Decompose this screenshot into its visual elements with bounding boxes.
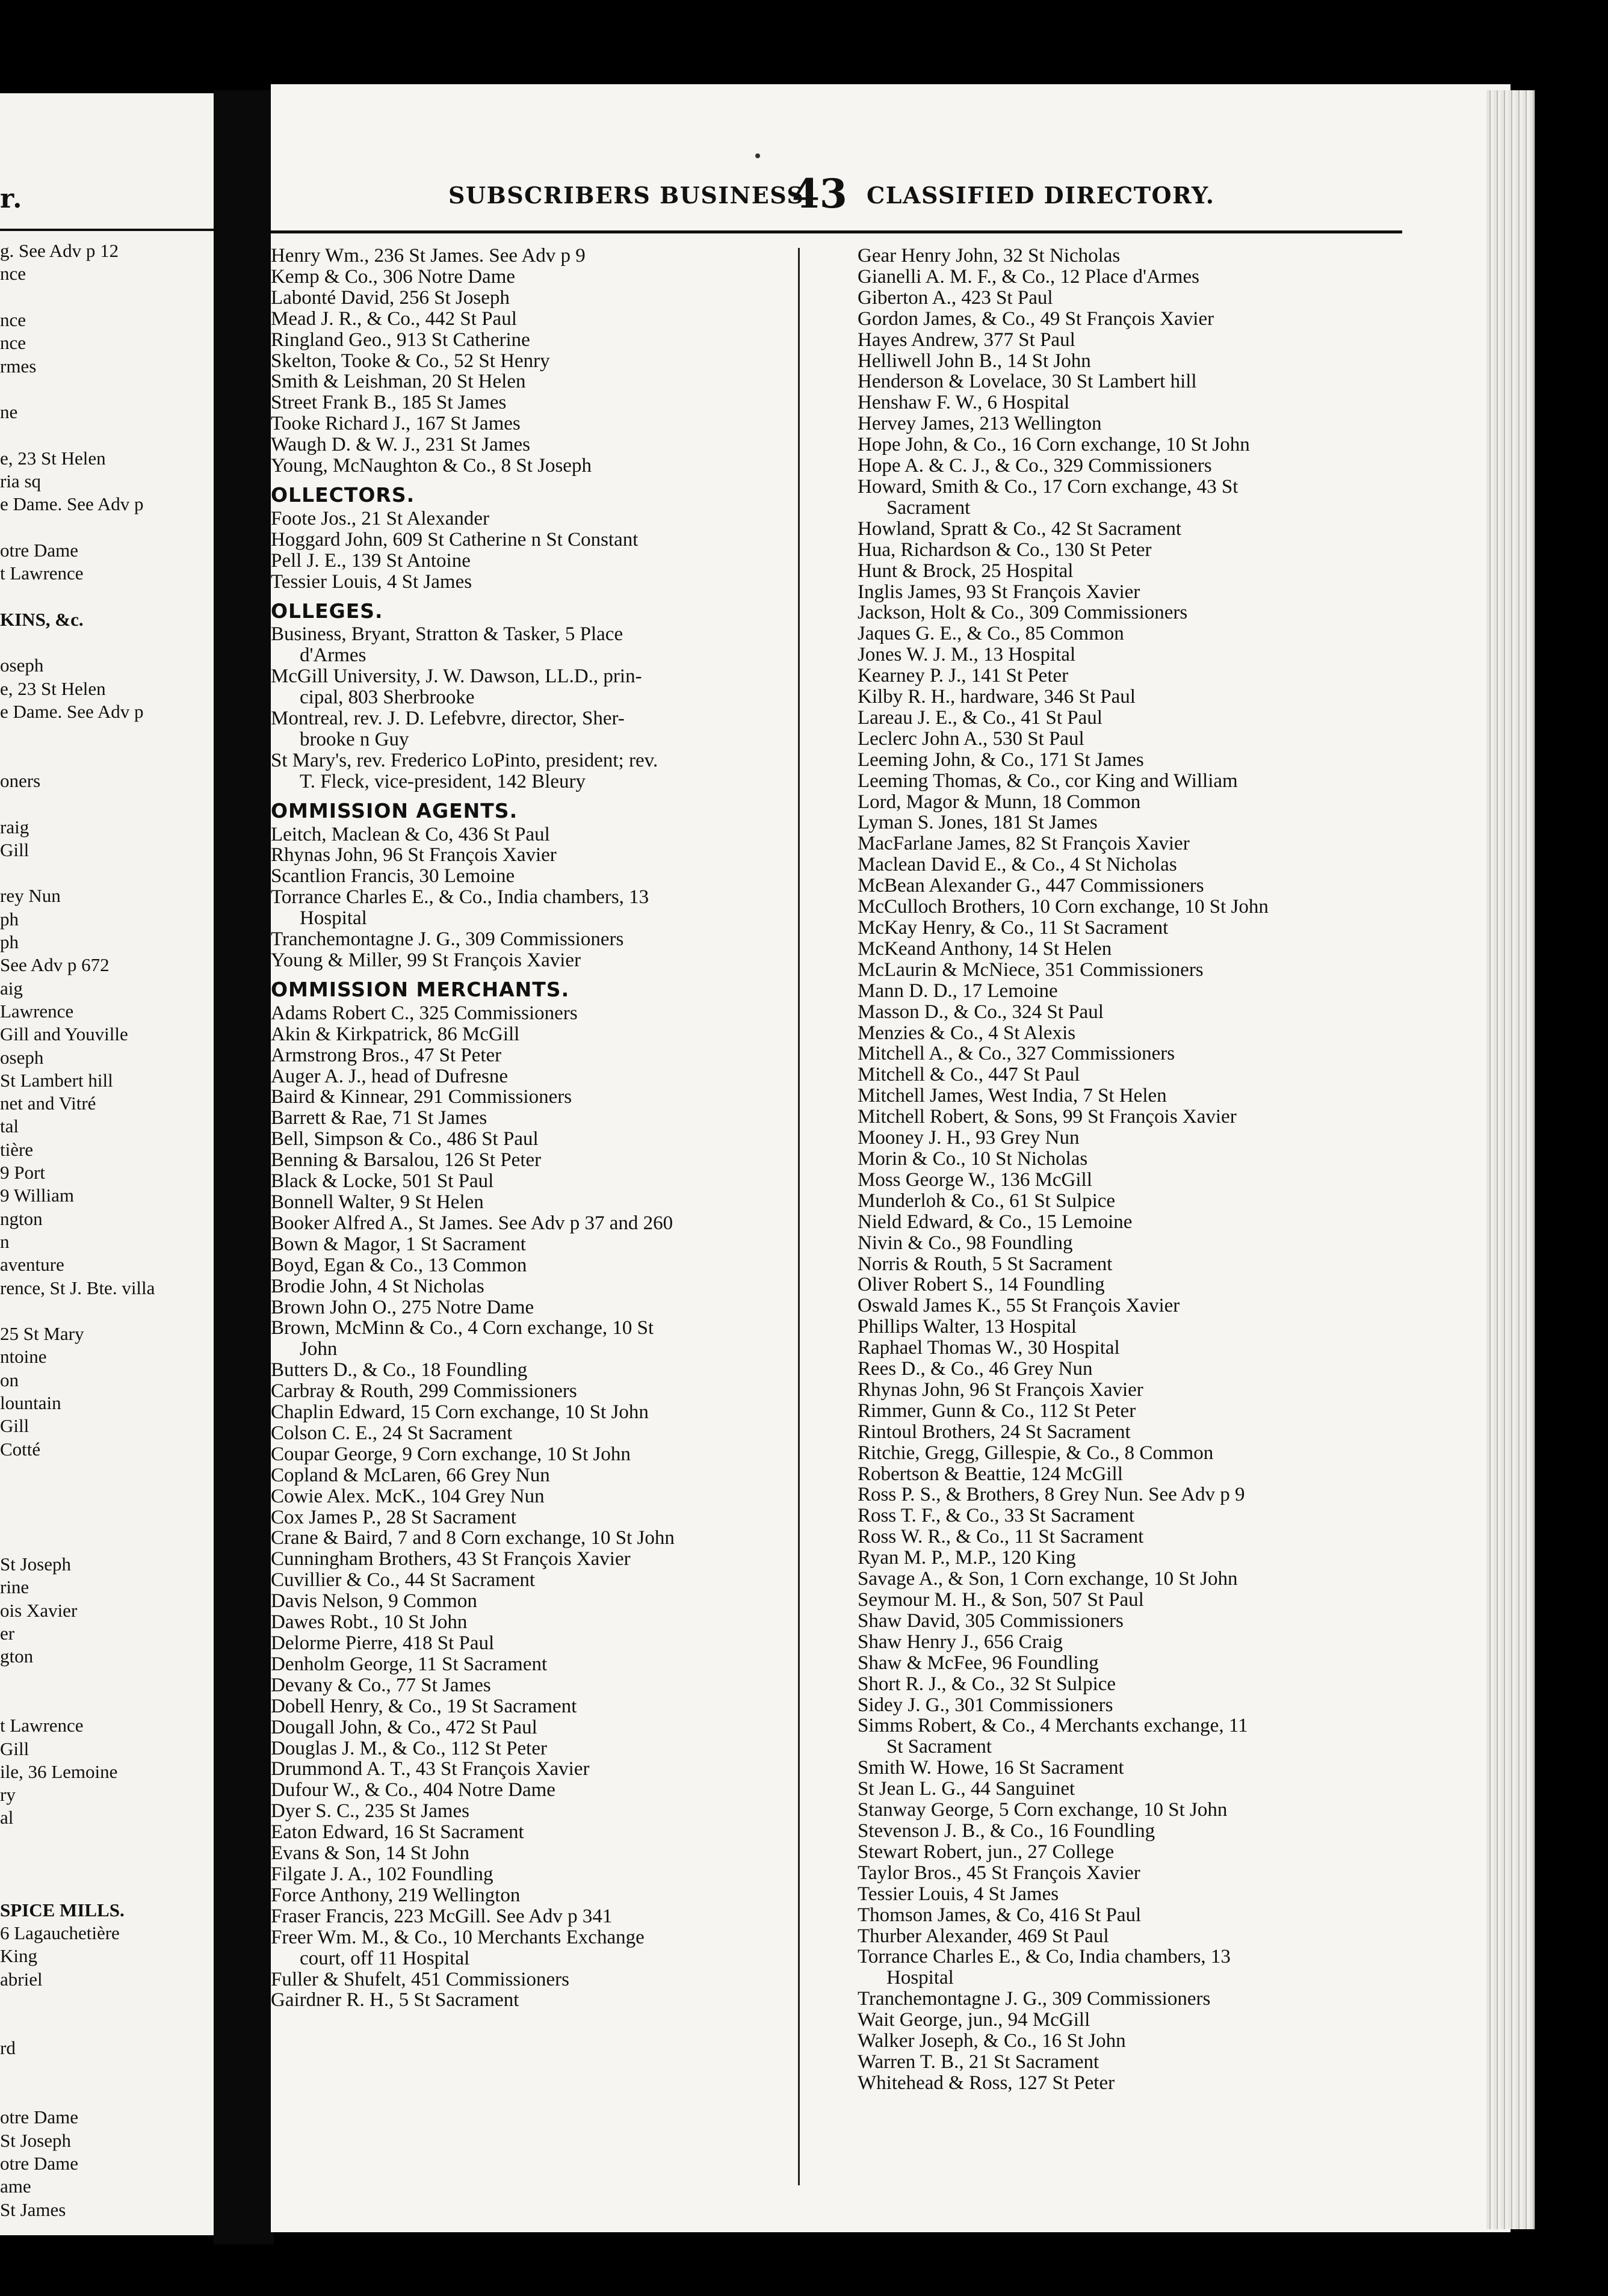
directory-entry: Ross P. S., & Brothers, 8 Grey Nun. See Adv p 9 bbox=[858, 1484, 1245, 1506]
directory-entry: Black & Locke, 501 St Paul bbox=[271, 1170, 494, 1193]
left-page-line: aventure bbox=[0, 1254, 64, 1276]
column-divider bbox=[798, 248, 800, 2185]
directory-entry: Stevenson J. B., & Co., 16 Foundling bbox=[858, 1819, 1155, 1842]
left-page-line: ame bbox=[0, 2176, 31, 2197]
header-rule bbox=[271, 230, 1402, 233]
directory-entry: Shaw David, 305 Commissioners bbox=[858, 1609, 1124, 1632]
directory-entry: Nivin & Co., 98 Foundling bbox=[858, 1232, 1073, 1254]
directory-entry: Dawes Robt., 10 St John bbox=[271, 1611, 468, 1634]
directory-entry: McKeand Anthony, 14 St Helen bbox=[858, 937, 1112, 960]
directory-entry: Tessier Louis, 4 St James bbox=[271, 570, 472, 593]
directory-entry: Dyer S. C., 235 St James bbox=[271, 1800, 469, 1822]
left-page-line: on bbox=[0, 1369, 19, 1390]
directory-entry: Labonté David, 256 St Joseph bbox=[271, 286, 510, 309]
directory-entry: St Mary's, rev. Frederico LoPinto, president; rev. bbox=[271, 749, 658, 771]
left-page-line: Gill bbox=[0, 1738, 29, 1759]
left-page-line: e Dame. See Adv p bbox=[0, 701, 144, 722]
section-heading: OMMISSION AGENTS. bbox=[271, 798, 518, 822]
directory-entry: McLaurin & McNiece, 351 Commissioners bbox=[858, 958, 1204, 981]
directory-entry: Akin & Kirkpatrick, 86 McGill bbox=[271, 1023, 520, 1045]
directory-entry: Street Frank B., 185 St James bbox=[271, 392, 507, 414]
directory-entry: Jaques G. E., & Co., 85 Common bbox=[858, 623, 1124, 645]
directory-entry-continuation: Sacrament bbox=[886, 496, 971, 519]
directory-entry: Whitehead & Ross, 127 St Peter bbox=[858, 2072, 1115, 2094]
left-page-line: rey Nun bbox=[0, 885, 61, 907]
left-page-line: SPICE MILLS. bbox=[0, 1899, 125, 1921]
left-page-line: ph bbox=[0, 908, 19, 930]
directory-entry: Carbray & Routh, 299 Commissioners bbox=[271, 1380, 577, 1403]
directory-entry: Warren T. B., 21 St Sacrament bbox=[858, 2051, 1099, 2073]
directory-entry: Montreal, rev. J. D. Lefebvre, director, Sher- bbox=[271, 708, 625, 730]
directory-entry: Ross T. F., & Co., 33 St Sacrament bbox=[858, 1505, 1134, 1527]
left-page-line: Cotté bbox=[0, 1438, 41, 1460]
directory-entry: Lyman S. Jones, 181 St James bbox=[858, 812, 1098, 834]
left-page-line: t Lawrence bbox=[0, 1715, 84, 1736]
left-page-line: rd bbox=[0, 2037, 16, 2059]
directory-page-43 bbox=[271, 84, 1511, 2232]
directory-entry: Young & Miller, 99 St François Xavier bbox=[271, 949, 581, 971]
directory-entry: Cunningham Brothers, 43 St François Xavier bbox=[271, 1548, 631, 1570]
directory-entry: Devany & Co., 77 St James bbox=[271, 1674, 491, 1696]
directory-entry: Chaplin Edward, 15 Corn exchange, 10 St John bbox=[271, 1401, 649, 1424]
directory-entry: Shaw & McFee, 96 Foundling bbox=[858, 1652, 1099, 1674]
directory-entry-continuation: T. Fleck, vice-president, 142 Bleury bbox=[300, 770, 586, 792]
directory-entry: Auger A. J., head of Dufresne bbox=[271, 1065, 509, 1087]
directory-entry: Torrance Charles E., & Co., India chambers, 13 bbox=[271, 886, 649, 909]
directory-entry: Business, Bryant, Stratton & Tasker, 5 Place bbox=[271, 623, 623, 646]
directory-entry-continuation: Hospital bbox=[300, 907, 367, 930]
left-page-line: e Dame. See Adv p bbox=[0, 493, 144, 515]
directory-entry: Kilby R. H., hardware, 346 St Paul bbox=[858, 686, 1136, 708]
directory-entry: Hope John, & Co., 16 Corn exchange, 10 St John bbox=[858, 434, 1250, 456]
directory-entry: Ritchie, Gregg, Gillespie, & Co., 8 Common bbox=[858, 1442, 1214, 1464]
left-page-line: 6 Lagauchetière bbox=[0, 1922, 120, 1943]
directory-entry: Ryan M. P., M.P., 120 King bbox=[858, 1547, 1076, 1569]
left-page-line: 25 St Mary bbox=[0, 1323, 84, 1345]
left-page-line: rine bbox=[0, 1576, 29, 1598]
book-page-edges bbox=[1486, 90, 1535, 2229]
left-page-line: ngton bbox=[0, 1208, 43, 1229]
directory-entry: Rhynas John, 96 St François Xavier bbox=[858, 1378, 1143, 1401]
directory-entry: Cuvillier & Co., 44 St Sacrament bbox=[271, 1569, 536, 1591]
left-page-line: t Lawrence bbox=[0, 563, 84, 584]
directory-entry: McGill University, J. W. Dawson, LL.D., prin- bbox=[271, 665, 642, 688]
directory-entry: Tooke Richard J., 167 St James bbox=[271, 413, 521, 435]
directory-entry: Seymour M. H., & Son, 507 St Paul bbox=[858, 1589, 1144, 1611]
directory-entry: Jackson, Holt & Co., 309 Commissioners bbox=[858, 602, 1188, 624]
directory-entry: Sidey J. G., 301 Commissioners bbox=[858, 1694, 1113, 1716]
directory-entry: McKay Henry, & Co., 11 St Sacrament bbox=[858, 917, 1169, 939]
directory-entry: Henry Wm., 236 St James. See Adv p 9 bbox=[271, 245, 586, 267]
directory-entry: Skelton, Tooke & Co., 52 St Henry bbox=[271, 350, 550, 372]
directory-entry: Hervey James, 213 Wellington bbox=[858, 413, 1102, 435]
directory-entry-continuation: St Sacrament bbox=[886, 1736, 992, 1758]
directory-entry: Helliwell John B., 14 St John bbox=[858, 350, 1091, 372]
left-page-line: See Adv p 672 bbox=[0, 954, 110, 976]
left-page-line: otre Dame bbox=[0, 2106, 78, 2128]
directory-entry: Ringland Geo., 913 St Catherine bbox=[271, 329, 530, 351]
directory-entry: Young, McNaughton & Co., 8 St Joseph bbox=[271, 455, 592, 477]
left-page-line: net and Vitré bbox=[0, 1093, 96, 1114]
left-page-line: rence, St J. Bte. villa bbox=[0, 1277, 155, 1298]
left-page-line: Gill bbox=[0, 839, 29, 860]
directory-entry: Brodie John, 4 St Nicholas bbox=[271, 1275, 484, 1297]
left-page-line: 9 Port bbox=[0, 1162, 45, 1183]
directory-entry: McBean Alexander G., 447 Commissioners bbox=[858, 875, 1204, 897]
directory-entry: Hayes Andrew, 377 St Paul bbox=[858, 329, 1075, 351]
directory-entry: McCulloch Brothers, 10 Corn exchange, 10 St John bbox=[858, 896, 1269, 918]
directory-entry: Lareau J. E., & Co., 41 St Paul bbox=[858, 706, 1102, 729]
directory-entry: Brown, McMinn & Co., 4 Corn exchange, 10 St bbox=[271, 1317, 654, 1339]
directory-entry: Hope A. & C. J., & Co., 329 Commissioners bbox=[858, 455, 1212, 477]
left-page-line: e, 23 St Helen bbox=[0, 677, 106, 699]
directory-entry: Brown John O., 275 Notre Dame bbox=[271, 1296, 534, 1318]
directory-entry: Savage A., & Son, 1 Corn exchange, 10 St John bbox=[858, 1568, 1238, 1590]
directory-entry: Crane & Baird, 7 and 8 Corn exchange, 10 St John bbox=[271, 1527, 675, 1549]
directory-entry: Oswald James K., 55 St François Xavier bbox=[858, 1295, 1180, 1317]
left-page-line: otre Dame bbox=[0, 2152, 78, 2174]
directory-entry: Drummond A. T., 43 St François Xavier bbox=[271, 1758, 590, 1780]
directory-entry: Howard, Smith & Co., 17 Corn exchange, 43 St bbox=[858, 475, 1238, 498]
directory-entry: Taylor Bros., 45 St François Xavier bbox=[858, 1862, 1140, 1884]
directory-entry: Freer Wm. M., & Co., 10 Merchants Exchange bbox=[271, 1926, 645, 1948]
directory-entry: Stewart Robert, jun., 27 College bbox=[858, 1841, 1115, 1863]
left-page-fragment bbox=[0, 93, 214, 2235]
directory-entry: Masson D., & Co., 324 St Paul bbox=[858, 1001, 1104, 1023]
directory-entry: Henderson & Lovelace, 30 St Lambert hill bbox=[858, 371, 1197, 393]
directory-entry: Menzies & Co., 4 St Alexis bbox=[858, 1022, 1076, 1044]
section-heading: OLLECTORS. bbox=[271, 483, 415, 507]
directory-entry: Rintoul Brothers, 24 St Sacrament bbox=[858, 1421, 1131, 1443]
directory-entry: Cox James P., 28 St Sacrament bbox=[271, 1506, 516, 1528]
left-page-line: oners bbox=[0, 770, 41, 791]
directory-entry: Mitchell Robert, & Sons, 99 St François Xavier bbox=[858, 1106, 1237, 1128]
directory-entry: Leeming John, & Co., 171 St James bbox=[858, 748, 1144, 771]
directory-entry: Gordon James, & Co., 49 St François Xavier bbox=[858, 307, 1214, 330]
directory-entry-continuation: Hospital bbox=[886, 1967, 954, 1989]
directory-entry: Howland, Spratt & Co., 42 St Sacrament bbox=[858, 517, 1182, 540]
directory-entry: Copland & McLaren, 66 Grey Nun bbox=[271, 1464, 550, 1486]
directory-entry: Mann D. D., 17 Lemoine bbox=[858, 980, 1058, 1002]
section-heading: OLLEGES. bbox=[271, 599, 383, 623]
directory-entry: Bell, Simpson & Co., 486 St Paul bbox=[271, 1128, 539, 1150]
directory-entry: Leitch, Maclean & Co, 436 St Paul bbox=[271, 823, 550, 845]
directory-entry: Mitchell A., & Co., 327 Commissioners bbox=[858, 1043, 1175, 1065]
left-page-line: e, 23 St Helen bbox=[0, 447, 106, 469]
left-page-line: KINS, &c. bbox=[0, 608, 84, 630]
left-page-line: otre Dame bbox=[0, 539, 78, 561]
directory-entry-continuation: court, off 11 Hospital bbox=[300, 1947, 470, 1969]
left-page-header: r. bbox=[0, 184, 23, 214]
page-number: 43 bbox=[792, 170, 847, 217]
left-page-line: St Joseph bbox=[0, 1554, 71, 1575]
directory-entry: Davis Nelson, 9 Common bbox=[271, 1590, 477, 1612]
directory-entry: Smith W. Howe, 16 St Sacrament bbox=[858, 1757, 1124, 1779]
left-page-lines bbox=[0, 93, 214, 2235]
directory-entry: Moss George W., 136 McGill bbox=[858, 1168, 1092, 1191]
directory-entry: Kearney P. J., 141 St Peter bbox=[858, 665, 1069, 687]
directory-entry: Short R. J., & Co., 32 St Sulpice bbox=[858, 1673, 1116, 1695]
directory-entry: Dougall John, & Co., 472 St Paul bbox=[271, 1716, 537, 1738]
directory-entry: Hoggard John, 609 St Catherine n St Constant bbox=[271, 528, 639, 551]
directory-entry: Waugh D. & W. J., 231 St James bbox=[271, 434, 530, 456]
directory-entry: Leeming Thomas, & Co., cor King and William bbox=[858, 770, 1238, 792]
directory-entry: Foote Jos., 21 St Alexander bbox=[271, 507, 489, 529]
directory-entry: Colson C. E., 24 St Sacrament bbox=[271, 1422, 513, 1444]
directory-entry: Booker Alfred A., St James. See Adv p 37 and 260 bbox=[271, 1212, 673, 1234]
directory-entry: Adams Robert C., 325 Commissioners bbox=[271, 1002, 578, 1024]
directory-entry: Fraser Francis, 223 McGill. See Adv p 341 bbox=[271, 1905, 613, 1927]
directory-entry: Smith & Leishman, 20 St Helen bbox=[271, 371, 526, 393]
directory-entry: Henshaw F. W., 6 Hospital bbox=[858, 392, 1070, 414]
directory-entry: Tranchemontagne J. G., 309 Commissioners bbox=[858, 1988, 1211, 2010]
directory-entry: Hunt & Brock, 25 Hospital bbox=[858, 560, 1074, 582]
directory-entry: Gianelli A. M. F., & Co., 12 Place d'Armes bbox=[858, 265, 1199, 288]
directory-entry: Delorme Pierre, 418 St Paul bbox=[271, 1632, 495, 1654]
directory-entry: Bown & Magor, 1 St Sacrament bbox=[271, 1233, 526, 1255]
directory-entry: Leclerc John A., 530 St Paul bbox=[858, 727, 1084, 750]
directory-entry: Shaw Henry J., 656 Craig bbox=[858, 1631, 1063, 1653]
directory-entry: Baird & Kinnear, 291 Commissioners bbox=[271, 1086, 572, 1108]
left-page-line: nce bbox=[0, 263, 26, 285]
directory-entry: Rhynas John, 96 St François Xavier bbox=[271, 844, 557, 866]
directory-entry: Morin & Co., 10 St Nicholas bbox=[858, 1147, 1088, 1170]
directory-entry: St Jean L. G., 44 Sanguinet bbox=[858, 1778, 1075, 1800]
ink-speck bbox=[755, 153, 760, 158]
directory-entry: Hua, Richardson & Co., 130 St Peter bbox=[858, 539, 1152, 561]
directory-entry: Tranchemontagne J. G., 309 Commissioners bbox=[271, 928, 624, 951]
left-page-line: St James bbox=[0, 2199, 66, 2220]
running-head-left: SUBSCRIBERS BUSINESS bbox=[448, 182, 805, 209]
directory-entry-continuation: brooke n Guy bbox=[300, 728, 409, 750]
directory-entry: Phillips Walter, 13 Hospital bbox=[858, 1316, 1077, 1338]
left-page-line: Gill bbox=[0, 1415, 29, 1437]
directory-entry: Mooney J. H., 93 Grey Nun bbox=[858, 1127, 1080, 1149]
directory-entry: Force Anthony, 219 Wellington bbox=[271, 1884, 521, 1906]
directory-entry: Rees D., & Co., 46 Grey Nun bbox=[858, 1358, 1093, 1380]
directory-entry: Eaton Edward, 16 St Sacrament bbox=[271, 1821, 524, 1844]
left-page-line: ria sq bbox=[0, 471, 42, 492]
directory-entry-continuation: d'Armes bbox=[300, 644, 366, 667]
directory-entry: Mitchell James, West India, 7 St Helen bbox=[858, 1085, 1167, 1107]
directory-entry: Munderloh & Co., 61 St Sulpice bbox=[858, 1190, 1116, 1212]
directory-entry: Douglas J. M., & Co., 112 St Peter bbox=[271, 1737, 547, 1759]
left-page-line: Lawrence bbox=[0, 1000, 74, 1022]
left-page-line: ph bbox=[0, 931, 19, 952]
left-page-line: nce bbox=[0, 332, 26, 354]
directory-entry: Thurber Alexander, 469 St Paul bbox=[858, 1925, 1109, 1947]
book-gutter bbox=[214, 90, 274, 2244]
directory-entry: Inglis James, 93 St François Xavier bbox=[858, 581, 1140, 603]
directory-entry: Filgate J. A., 102 Foundling bbox=[271, 1863, 493, 1885]
directory-entry: Torrance Charles E., & Co, India chambers, 13 bbox=[858, 1946, 1231, 1968]
directory-entry: Benning & Barsalou, 126 St Peter bbox=[271, 1149, 542, 1171]
directory-entry: Walker Joseph, & Co., 16 St John bbox=[858, 2030, 1126, 2052]
directory-entry: Gairdner R. H., 5 St Sacrament bbox=[271, 1989, 519, 2011]
directory-entry: Boyd, Egan & Co., 13 Common bbox=[271, 1254, 527, 1276]
directory-entry: Maclean David E., & Co., 4 St Nicholas bbox=[858, 854, 1177, 876]
left-page-line: gton bbox=[0, 1646, 34, 1667]
directory-entry: Scantlion Francis, 30 Lemoine bbox=[271, 865, 515, 887]
left-page-line: 9 William bbox=[0, 1185, 75, 1206]
directory-entry: Gear Henry John, 32 St Nicholas bbox=[858, 245, 1121, 267]
directory-entry: Tessier Louis, 4 St James bbox=[858, 1883, 1059, 1905]
directory-entry: Coupar George, 9 Corn exchange, 10 St John bbox=[271, 1443, 631, 1465]
left-page-line: lountain bbox=[0, 1392, 61, 1413]
directory-entry: Kemp & Co., 306 Notre Dame bbox=[271, 265, 516, 288]
left-page-line: n bbox=[0, 1230, 10, 1252]
directory-entry: Stanway George, 5 Corn exchange, 10 St John bbox=[858, 1799, 1228, 1821]
left-page-line: er bbox=[0, 1623, 15, 1644]
directory-entry: Jones W. J. M., 13 Hospital bbox=[858, 644, 1076, 666]
left-page-line: King bbox=[0, 1945, 37, 1967]
left-page-line: oseph bbox=[0, 1046, 44, 1068]
directory-column-right bbox=[858, 245, 1387, 2094]
directory-entry: Mead J. R., & Co., 442 St Paul bbox=[271, 307, 517, 330]
left-page-line: tière bbox=[0, 1138, 34, 1160]
left-page-line: St Joseph bbox=[0, 2129, 71, 2151]
directory-entry: MacFarlane James, 82 St François Xavier bbox=[858, 833, 1190, 855]
left-page-line: ne bbox=[0, 401, 18, 423]
left-page-line: tal bbox=[0, 1116, 19, 1137]
left-page-line: raig bbox=[0, 816, 29, 838]
directory-entry: Oliver Robert S., 14 Foundling bbox=[858, 1274, 1105, 1296]
directory-entry: Barrett & Rae, 71 St James bbox=[271, 1107, 487, 1129]
left-page-line: ois Xavier bbox=[0, 1599, 78, 1621]
left-page-line: al bbox=[0, 1807, 14, 1828]
directory-entry: Lord, Magor & Munn, 18 Common bbox=[858, 791, 1141, 813]
directory-entry: Dufour W., & Co., 404 Notre Dame bbox=[271, 1779, 555, 1801]
left-page-line: aig bbox=[0, 977, 23, 999]
directory-entry: Evans & Son, 14 St John bbox=[271, 1842, 470, 1865]
directory-entry: Fuller & Shufelt, 451 Commissioners bbox=[271, 1968, 569, 1990]
directory-entry: Pell J. E., 139 St Antoine bbox=[271, 549, 471, 572]
directory-entry: Dobell Henry, & Co., 19 St Sacrament bbox=[271, 1695, 577, 1717]
directory-entry: Robertson & Beattie, 124 McGill bbox=[858, 1463, 1123, 1485]
directory-entry: Butters D., & Co., 18 Foundling bbox=[271, 1359, 528, 1381]
directory-entry: Ross W. R., & Co., 11 St Sacrament bbox=[858, 1526, 1144, 1548]
left-page-line: Gill and Youville bbox=[0, 1023, 128, 1045]
directory-entry: Simms Robert, & Co., 4 Merchants exchange, 11 bbox=[858, 1715, 1248, 1737]
left-page-line: oseph bbox=[0, 655, 44, 676]
directory-entry: Bonnell Walter, 9 St Helen bbox=[271, 1191, 484, 1213]
directory-entry: Wait George, jun., 94 McGill bbox=[858, 2009, 1090, 2031]
directory-entry: Rimmer, Gunn & Co., 112 St Peter bbox=[858, 1400, 1136, 1422]
directory-entry: Denholm George, 11 St Sacrament bbox=[271, 1653, 548, 1675]
left-page-line: rmes bbox=[0, 355, 37, 377]
running-head-right: CLASSIFIED DIRECTORY. bbox=[867, 182, 1215, 209]
left-page-line: nce bbox=[0, 309, 26, 330]
directory-column-left bbox=[271, 245, 785, 2011]
directory-entry: Cowie Alex. McK., 104 Grey Nun bbox=[271, 1485, 545, 1507]
left-page-line: ile, 36 Lemoine bbox=[0, 1761, 118, 1782]
left-page-line: g. See Adv p 12 bbox=[0, 240, 119, 261]
left-page-line: ry bbox=[0, 1784, 16, 1806]
section-heading: OMMISSION MERCHANTS. bbox=[271, 977, 570, 1001]
directory-entry: Raphael Thomas W., 30 Hospital bbox=[858, 1337, 1120, 1359]
directory-entry: Thomson James, & Co, 416 St Paul bbox=[858, 1904, 1142, 1926]
left-page-line: St Lambert hill bbox=[0, 1069, 113, 1091]
directory-entry-continuation: cipal, 803 Sherbrooke bbox=[300, 687, 475, 709]
left-page-line: ntoine bbox=[0, 1346, 47, 1368]
left-page-line: abriel bbox=[0, 1968, 43, 1990]
directory-entry-continuation: John bbox=[300, 1338, 338, 1360]
directory-entry: Norris & Routh, 5 St Sacrament bbox=[858, 1253, 1113, 1275]
directory-entry: Nield Edward, & Co., 15 Lemoine bbox=[858, 1211, 1133, 1233]
directory-entry: Armstrong Bros., 47 St Peter bbox=[271, 1044, 502, 1066]
directory-entry: Giberton A., 423 St Paul bbox=[858, 286, 1053, 309]
directory-entry: Mitchell & Co., 447 St Paul bbox=[858, 1064, 1080, 1086]
